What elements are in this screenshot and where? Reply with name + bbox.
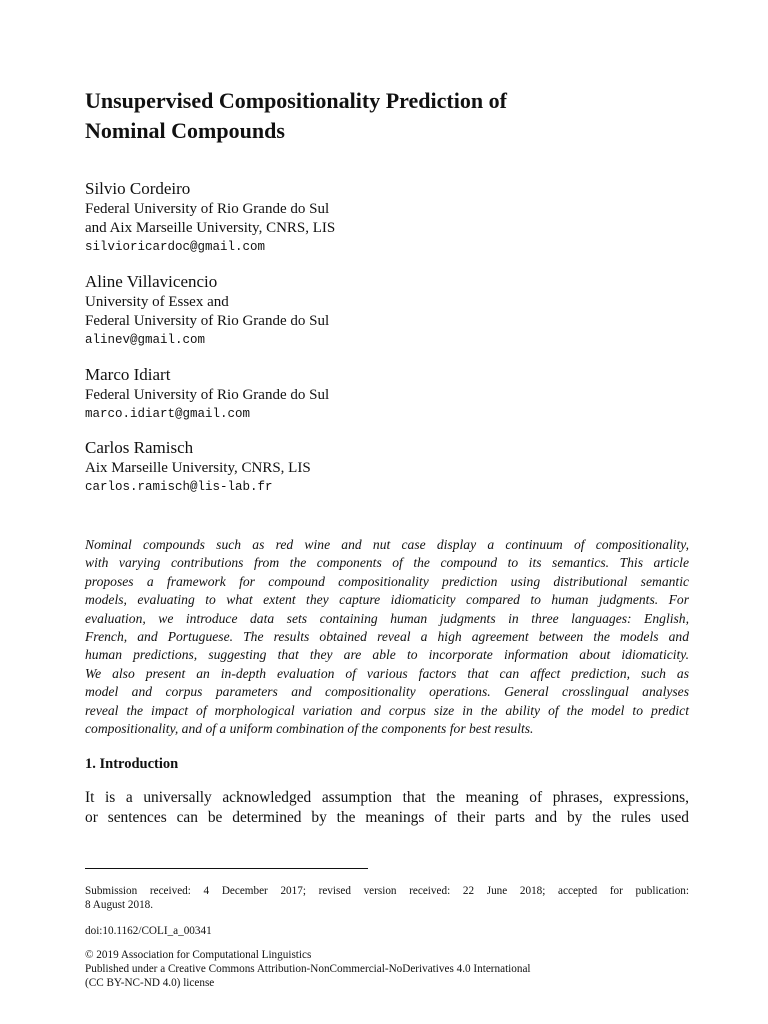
abstract xyxy=(85,536,689,738)
paper-title xyxy=(85,86,689,146)
author-name: Marco Idiart xyxy=(85,365,171,384)
abstract-line: Nominal compounds such as red wine and nut case display a continuum of compositionality, xyxy=(85,537,689,552)
footnote-rule xyxy=(85,868,368,869)
title-line: Unsupervised Compositionality Prediction of xyxy=(85,88,507,113)
footnote-line: 8 August 2018. xyxy=(85,899,154,911)
abstract-line: with varying contributions from the components of the compound to its semantics. This article xyxy=(85,555,689,571)
author-name: Aline Villavicencio xyxy=(85,272,218,291)
author-email: marco.idiart@gmail.com xyxy=(85,407,251,421)
abstract-line: reveal the impact of morphological variation and corpus size in the ability of the model to predict xyxy=(85,702,689,718)
submission-note xyxy=(85,884,689,912)
body-line: or sentences can be determined by the meanings of their parts and by the rules used xyxy=(85,808,689,826)
abstract-line: French, and Portuguese. The results obtained reveal a high agreement between the models and xyxy=(85,629,689,645)
body-line: It is a universally acknowledged assumption that the meaning of phrases, expressions, xyxy=(85,789,689,806)
author-email: alinev@gmail.com xyxy=(85,333,206,347)
author-block xyxy=(85,364,689,423)
section-body xyxy=(85,788,689,827)
abstract-line: evaluation, we introduce data sets containing human judgments in three languages: English, xyxy=(85,610,689,626)
author-affiliation: University of Essex and xyxy=(85,294,229,310)
author-block xyxy=(85,437,689,496)
doi-text: doi:10.1162/COLI_a_00341 xyxy=(85,925,212,937)
abstract-line: model and corpus parameters and compositionality operations. General crosslingual analyses xyxy=(85,684,689,700)
abstract-line: We also present an in-depth evaluation of various factors that can affect prediction, such as xyxy=(85,665,689,681)
paper-page xyxy=(85,0,689,1024)
license-text: (CC BY-NC-ND 4.0) license xyxy=(85,977,215,989)
author-affiliation: Federal University of Rio Grande do Sul xyxy=(85,313,330,329)
abstract-line: proposes a framework for compound compositionality prediction using distributional semantic xyxy=(85,573,689,589)
author-email: silvioricardoc@gmail.com xyxy=(85,240,266,254)
abstract-line: compositionality, and of a uniform combination of the components for best results. xyxy=(85,721,534,737)
author-name: Silvio Cordeiro xyxy=(85,179,191,198)
author-affiliation: Aix Marseille University, CNRS, LIS xyxy=(85,460,311,476)
abstract-line: models, evaluating to what extent they capture idiomaticity compared to human judgments. For xyxy=(85,592,689,608)
author-affiliation: and Aix Marseille University, CNRS, LIS xyxy=(85,220,336,236)
section-heading: 1. Introduction xyxy=(85,756,179,772)
license-text: Published under a Creative Commons Attribution-NonCommercial-NoDerivatives 4.0 International xyxy=(85,963,531,975)
footnote-line: Submission received: 4 December 2017; revised version received: 22 June 2018; accepted for publication: xyxy=(85,885,689,897)
author-email: carlos.ramisch@lis-lab.fr xyxy=(85,480,273,494)
copyright-text: © 2019 Association for Computational Linguistics xyxy=(85,949,312,961)
copyright-note xyxy=(85,948,689,990)
author-name: Carlos Ramisch xyxy=(85,438,194,457)
author-affiliation: Federal University of Rio Grande do Sul xyxy=(85,387,330,403)
title-line: Nominal Compounds xyxy=(85,118,285,143)
author-block xyxy=(85,271,689,349)
abstract-line: human predictions, suggesting that they are able to incorporate information about idiomaticity. xyxy=(85,647,689,663)
author-block xyxy=(85,178,689,256)
doi-note xyxy=(85,924,689,938)
author-affiliation: Federal University of Rio Grande do Sul xyxy=(85,201,330,217)
